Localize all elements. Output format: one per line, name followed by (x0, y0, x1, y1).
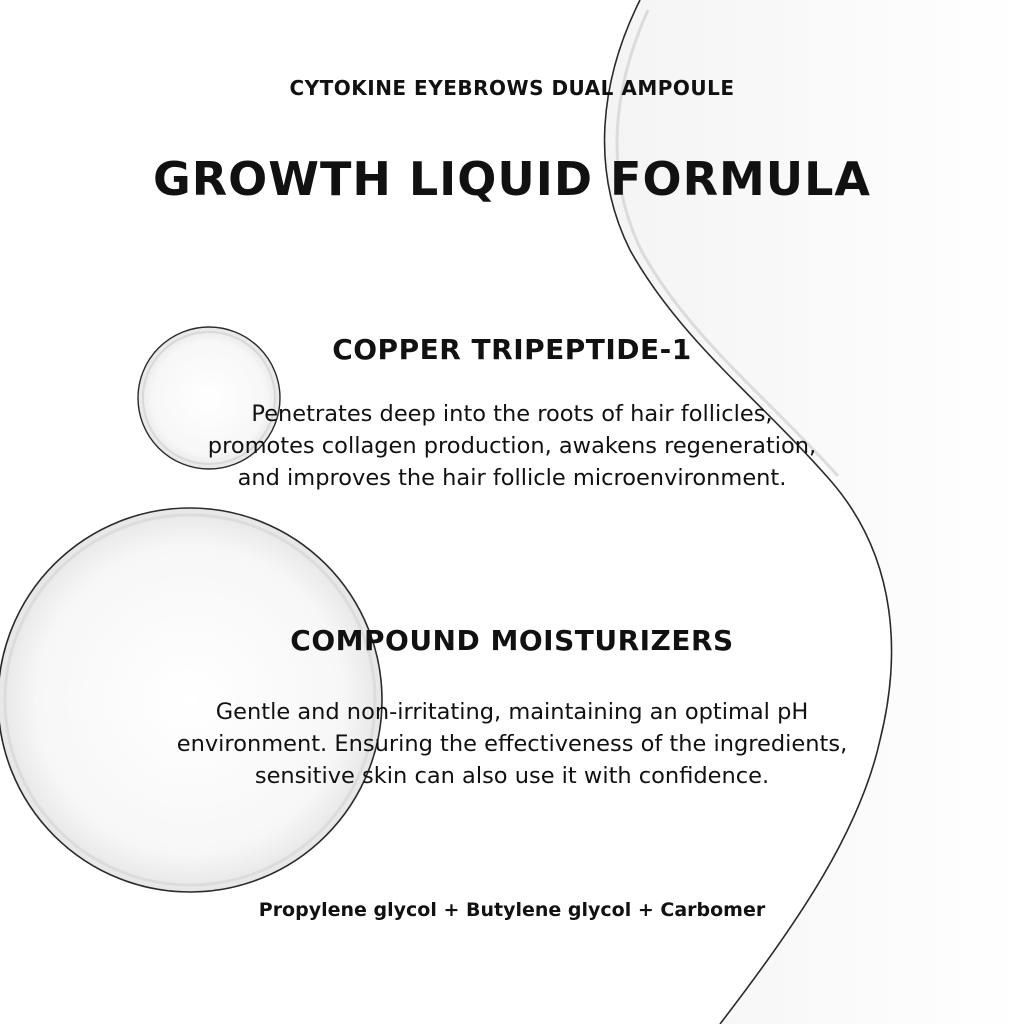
description-line: Penetrates deep into the roots of hair follicles, (251, 401, 773, 427)
description-line: promotes collagen production, awakens regeneration, (207, 433, 817, 459)
section-description-copper-tripeptide (0, 398, 1024, 494)
page-title: GROWTH LIQUID FORMULA (152, 152, 872, 206)
description-line: environment. Ensuring the effectiveness of the ingredients, (176, 731, 848, 757)
ingredient-formula: Propylene glycol + Butylene glycol + Carbomer (258, 899, 766, 921)
description-line: and improves the hair follicle microenvironment. (237, 465, 787, 491)
description-line: sensitive skin can also use it with confidence. (254, 763, 770, 789)
section-title-copper-tripeptide: COPPER TRIPEPTIDE-1 (332, 333, 692, 366)
section-title-compound-moisturizers: COMPOUND MOISTURIZERS (290, 624, 734, 657)
description-line: Gentle and non-irritating, maintaining an optimal pH (215, 699, 809, 725)
product-name: CYTOKINE EYEBROWS DUAL AMPOULE (289, 76, 735, 100)
section-description-compound-moisturizers (0, 696, 1024, 792)
